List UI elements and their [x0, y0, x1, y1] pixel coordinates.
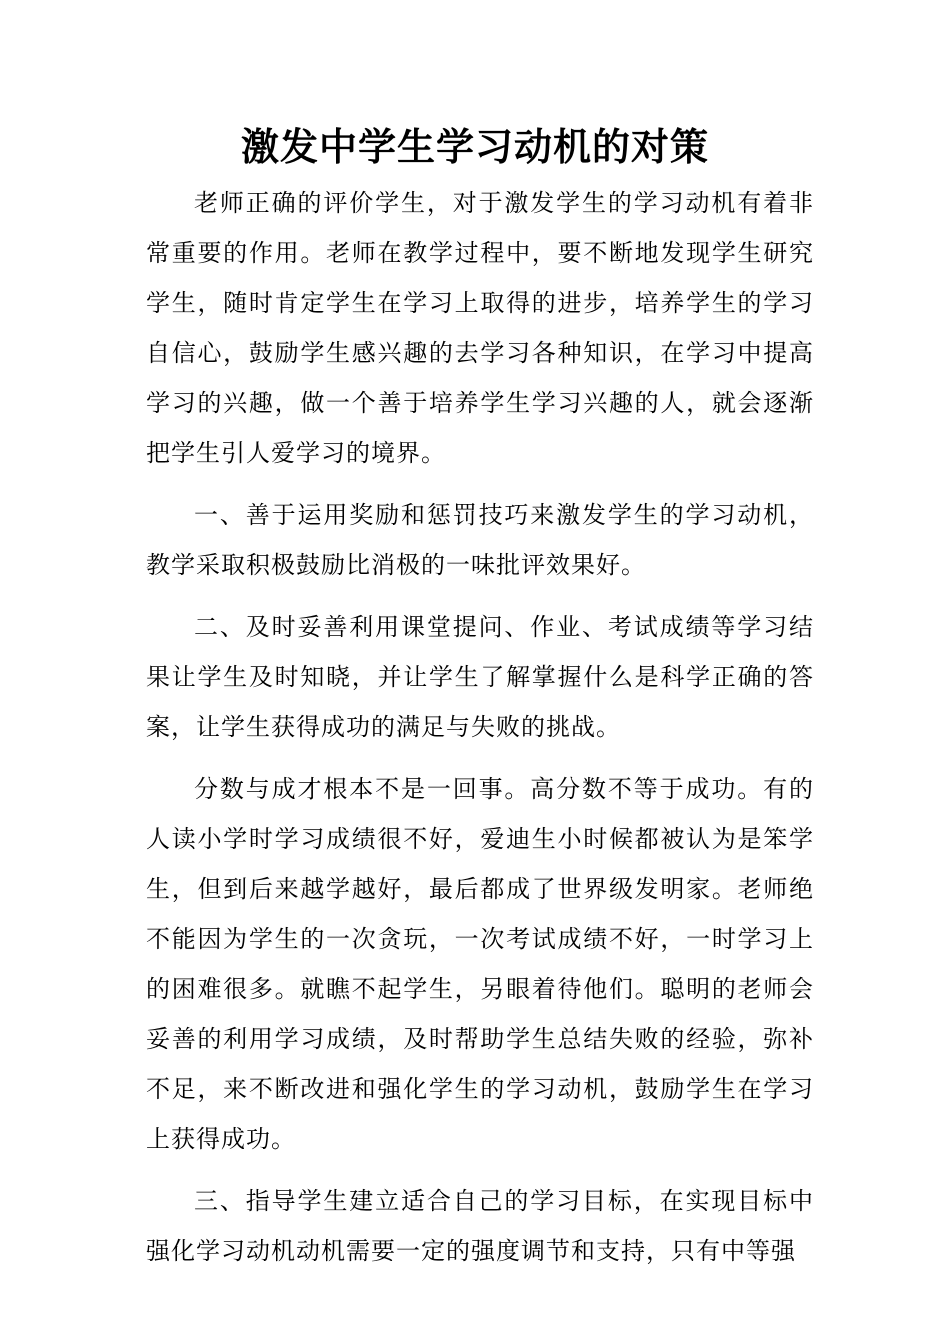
paragraph-intro: 老师正确的评价学生，对于激发学生的学习动机有着非常重要的作用。老师在教学过程中，要不断地发现学生研究学生，随时肯定学生在学习上取得的进步，培养学生的学习自信心，鼓励学生感兴趣的去学习各种知识，在学习中提高学习的兴趣，做一个善于培养学生学习兴趣的人，就会逐渐把学生引人爱学习的境界。 — [146, 189, 814, 467]
paragraph-point-one: 一、善于运用奖励和惩罚技巧来激发学生的学习动机，教学采取积极鼓励比消极的一味批评效果好。 — [146, 501, 814, 579]
paragraph-point-three: 三、指导学生建立适合自己的学习目标，在实现目标中强化学习动机动机需要一定的强度调节和支持，只有中等强 — [146, 1187, 814, 1265]
document-body — [146, 178, 814, 1276]
paragraph-point-two: 二、及时妥善利用课堂提问、作业、考试成绩等学习结果让学生及时知晓，并让学生了解掌握什么是科学正确的答案，让学生获得成功的满足与失败的挑战。 — [146, 613, 814, 741]
document-title: 激发中学生学习动机的对策 — [240, 125, 709, 169]
paragraph-scores: 分数与成才根本不是一回事。高分数不等于成功。有的人读小学时学习成绩很不好，爱迪生小时候都被认为是笨学生，但到后来越学越好，最后都成了世界级发明家。老师绝不能因为学生的一次贪玩，一次考试成绩不好，一时学习上的困难很多。就瞧不起学生，另眼着待他们。聪明的老师会妥善的利用学习成绩，及时帮助学生总结失败的经验，弥补不足，来不断改进和强化学生的学习动机，鼓励学生在学习上获得成功。 — [146, 775, 814, 1153]
